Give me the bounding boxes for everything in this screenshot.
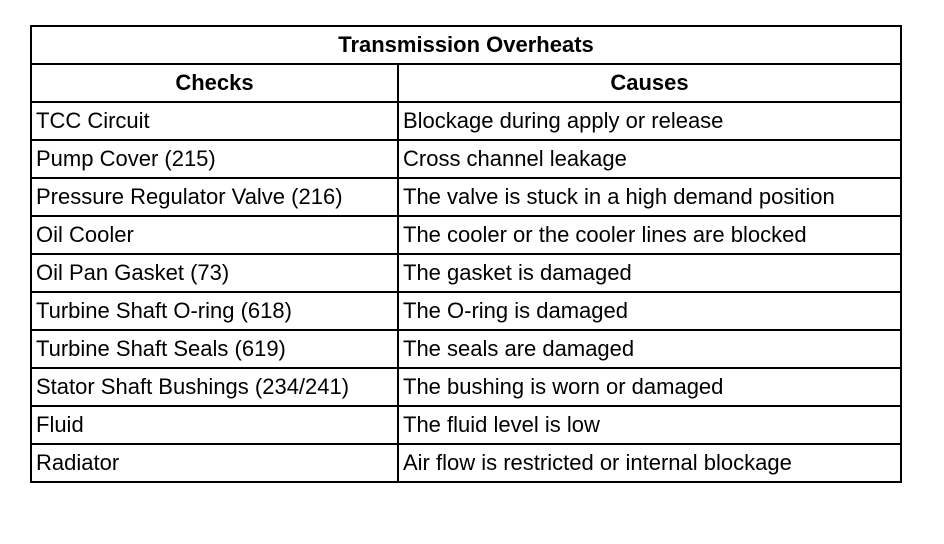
check-cell: Turbine Shaft O-ring (618)	[31, 292, 398, 330]
cause-cell: Air flow is restricted or internal blockage	[398, 444, 901, 482]
table-row	[31, 292, 901, 330]
check-cell: Stator Shaft Bushings (234/241)	[31, 368, 398, 406]
check-cell: Turbine Shaft Seals (619)	[31, 330, 398, 368]
table-row	[31, 330, 901, 368]
check-cell: Oil Cooler	[31, 216, 398, 254]
cause-cell: The fluid level is low	[398, 406, 901, 444]
check-cell: Radiator	[31, 444, 398, 482]
cause-cell: The gasket is damaged	[398, 254, 901, 292]
column-header-checks: Checks	[31, 64, 398, 102]
table-row	[31, 368, 901, 406]
cause-cell: The cooler or the cooler lines are blocked	[398, 216, 901, 254]
table-row	[31, 254, 901, 292]
cause-cell: Cross channel leakage	[398, 140, 901, 178]
check-cell: Fluid	[31, 406, 398, 444]
table-row	[31, 140, 901, 178]
check-cell: TCC Circuit	[31, 102, 398, 140]
table-row	[31, 102, 901, 140]
table-title: Transmission Overheats	[31, 26, 901, 64]
check-cell: Oil Pan Gasket (73)	[31, 254, 398, 292]
cause-cell: The O-ring is damaged	[398, 292, 901, 330]
table-row	[31, 406, 901, 444]
title-row	[31, 26, 901, 64]
cause-cell: Blockage during apply or release	[398, 102, 901, 140]
header-row	[31, 64, 901, 102]
table-row	[31, 444, 901, 482]
check-cell: Pressure Regulator Valve (216)	[31, 178, 398, 216]
column-header-causes: Causes	[398, 64, 901, 102]
diagnostic-table	[30, 25, 902, 483]
cause-cell: The bushing is worn or damaged	[398, 368, 901, 406]
table-row	[31, 178, 901, 216]
table-row	[31, 216, 901, 254]
check-cell: Pump Cover (215)	[31, 140, 398, 178]
cause-cell: The valve is stuck in a high demand position	[398, 178, 901, 216]
cause-cell: The seals are damaged	[398, 330, 901, 368]
